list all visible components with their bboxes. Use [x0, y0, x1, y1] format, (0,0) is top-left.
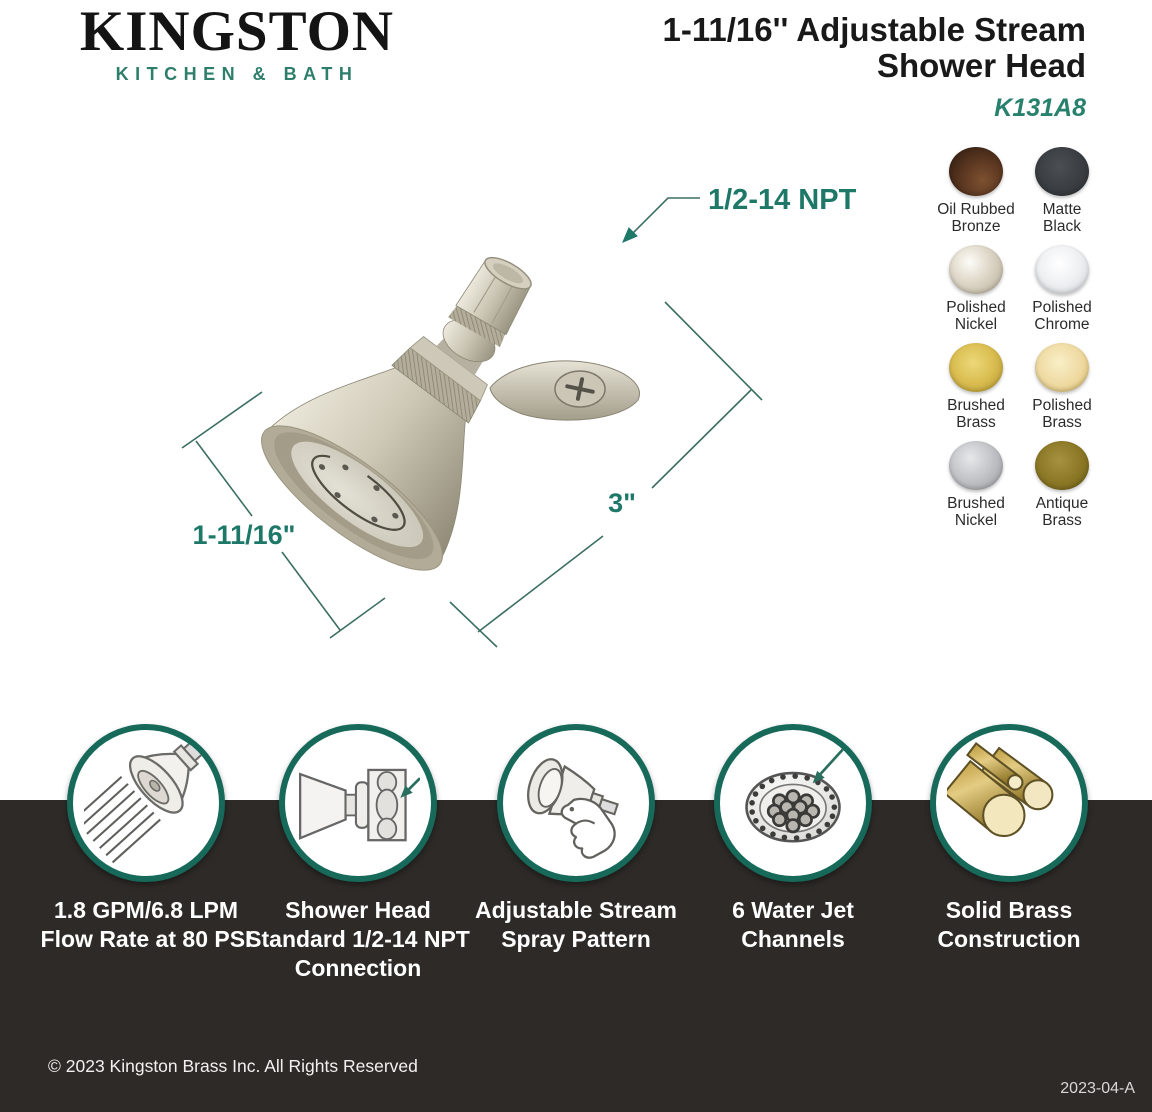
finish-brushed-brass: Brushed Brass	[933, 343, 1019, 431]
npt-connection-feature-circle	[279, 724, 437, 882]
adjustable-spray-icon	[514, 741, 638, 865]
model-number: K131A8	[994, 94, 1086, 122]
finish-antique-brass: Antique Brass	[1019, 441, 1105, 529]
finish-polished-nickel: Polished Nickel	[933, 245, 1019, 333]
water-jet-icon	[731, 741, 855, 865]
npt-callout	[622, 184, 857, 243]
finish-brushed-nickel: Brushed Nickel	[933, 441, 1019, 529]
adjustable-spray-caption: Adjustable Stream Spray Pattern	[475, 897, 677, 952]
solid-brass-caption: Solid Brass Construction	[937, 897, 1081, 952]
adjustable-spray-feature-circle	[497, 724, 655, 882]
flow-rate-icon	[84, 741, 208, 865]
solid-brass-feature-circle	[930, 724, 1088, 882]
document-code: 2023-04-A	[1060, 1080, 1135, 1097]
brushed-nickel-swatch	[949, 441, 1003, 490]
finish-polished-brass: Polished Brass	[1019, 343, 1105, 431]
matte-black-swatch	[1035, 147, 1089, 196]
solid-brass-icon	[947, 741, 1071, 865]
copyright-text: © 2023 Kingston Brass Inc. All Rights Reserved	[48, 1056, 418, 1076]
brand-tagline: KITCHEN & BATH	[115, 64, 359, 84]
npt-dimension-label: 1/2-14 NPT	[708, 184, 857, 216]
shower-head-diagram	[160, 140, 880, 680]
npt-connection-caption: Shower Head Standard 1/2-14 NPT Connection	[246, 897, 470, 981]
diameter-dimension-label: 1-11/16"	[192, 520, 296, 550]
product-title	[663, 12, 1087, 123]
antique-brass-swatch	[1035, 441, 1089, 490]
length-dimension-label: 3"	[608, 488, 636, 518]
brushed-brass-swatch	[949, 343, 1003, 392]
brand-logo	[48, 2, 426, 84]
flow-rate-feature-circle	[67, 724, 225, 882]
finish-oil-rubbed-bronze: Oil Rubbed Bronze	[933, 147, 1019, 235]
polished-chrome-swatch	[1035, 245, 1089, 294]
shower-head-illustration	[242, 250, 639, 593]
product-title-line1: 1-11/16'' Adjustable Stream	[662, 11, 1086, 48]
length-dimension	[450, 302, 762, 647]
finish-polished-chrome: Polished Chrome	[1019, 245, 1105, 333]
water-jet-feature-circle	[714, 724, 872, 882]
polished-brass-swatch	[1035, 343, 1089, 392]
product-title-line2: Shower Head	[876, 47, 1086, 84]
finish-matte-black: Matte Black	[1019, 147, 1105, 235]
brand-name: KINGSTON	[79, 0, 395, 63]
npt-connection-icon	[296, 741, 420, 865]
oil-rubbed-bronze-swatch	[949, 147, 1003, 196]
flow-rate-caption: 1.8 GPM/6.8 LPM Flow Rate at 80 PSI	[40, 897, 252, 952]
water-jet-caption: 6 Water Jet Channels	[732, 897, 854, 952]
finish-options	[933, 147, 1105, 529]
polished-nickel-swatch	[949, 245, 1003, 294]
